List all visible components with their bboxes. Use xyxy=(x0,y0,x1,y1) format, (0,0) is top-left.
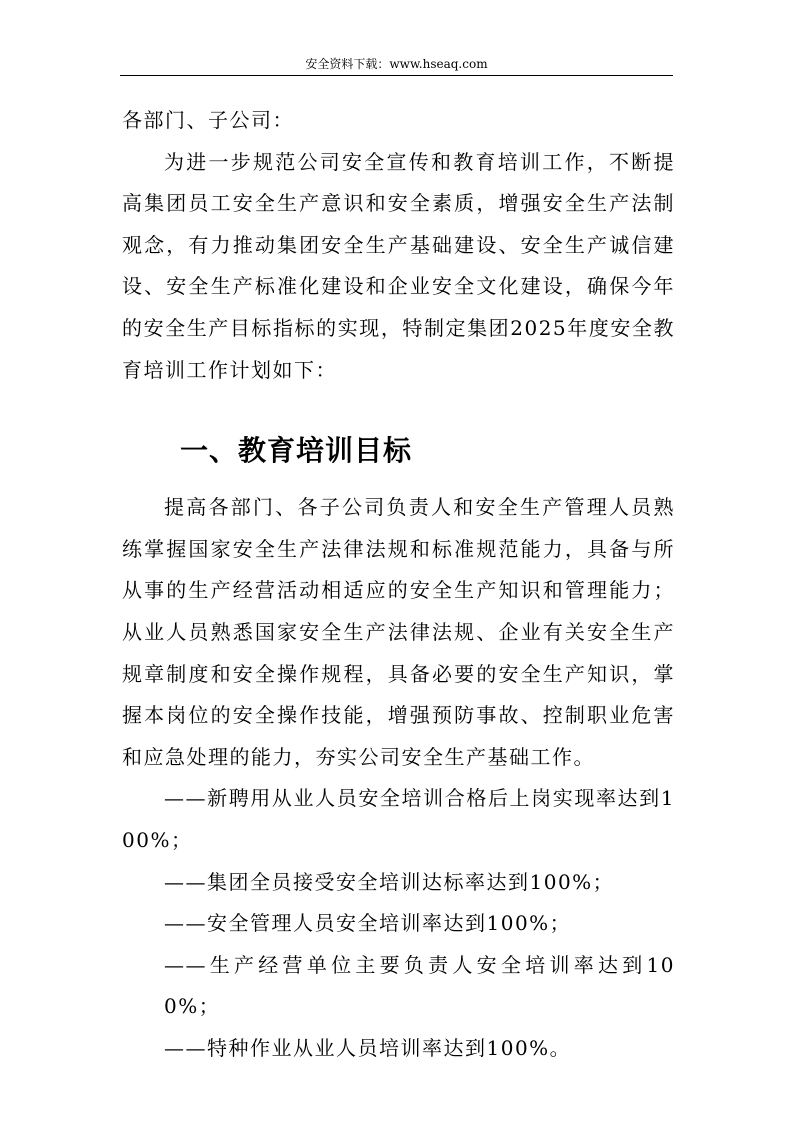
section-heading: 一、教育培训目标 xyxy=(180,434,413,468)
target-item: ——生产经营单位主要负责人安全培训率达到100%； xyxy=(164,952,675,1019)
page-header xyxy=(120,56,673,76)
target-item: ——安全管理人员安全培训率达到100%； xyxy=(164,911,572,936)
intro-paragraph: 为进一步规范公司安全宣传和教育培训工作，不断提高集团员工安全生产意识和安全素质，增强安全生产法制观念，有力推动集团安全生产基础建设、安全生产诚信建设、安全生产标准化建设和企业安全文化建设，确保今年的安全生产目标指标的实现，特制定集团2025年度安全教育培训工作计划如下： xyxy=(122,149,675,382)
section-paragraph: 提高各部门、各子公司负责人和安全生产管理人员熟练掌握国家安全生产法律法规和标准规范能力，具备与所从事的生产经营活动相适应的安全生产知识和管理能力；从业人员熟悉国家安全生产法律法规、企业有关安全生产规章制度和安全操作规程，具备必要的安全生产知识，掌握本岗位的安全操作技能，增强预防事故、控制职业危害和应急处理的能力，夯实公司安全生产基础工作。 xyxy=(122,495,675,769)
target-item: ——集团全员接受安全培训达标率达到100%； xyxy=(164,869,615,894)
target-item: ——新聘用从业人员安全培训合格后上岗实现率达到100%； xyxy=(122,786,675,852)
header-text: 安全资料下载：www.hseaq.com xyxy=(305,57,488,71)
document-body xyxy=(122,100,675,1069)
target-item: ——特种作业从业人员培训率达到100%。 xyxy=(164,1035,572,1060)
salutation: 各部门、子公司： xyxy=(122,108,294,132)
